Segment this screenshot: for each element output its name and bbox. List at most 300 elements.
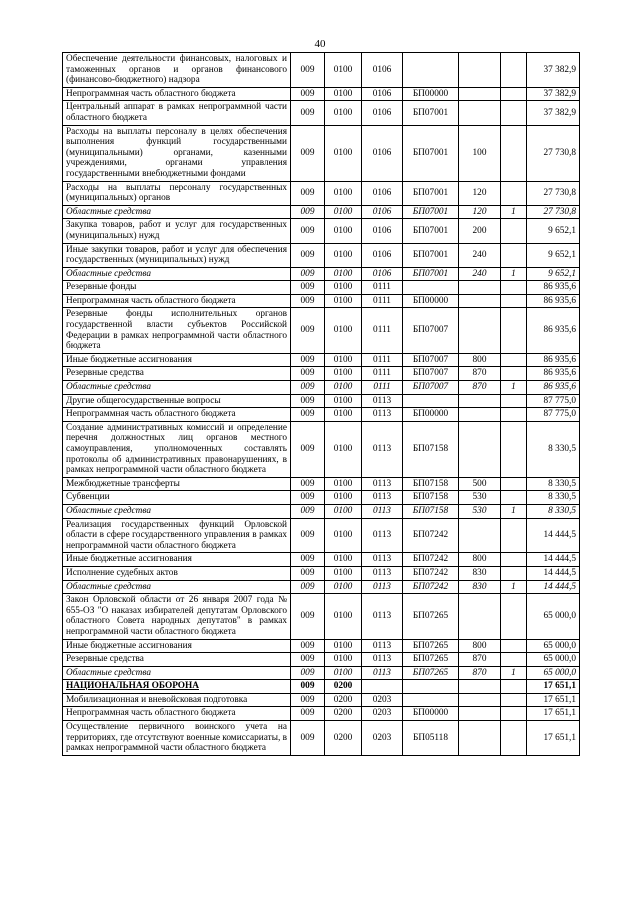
cell-pr: 0111	[362, 281, 403, 295]
cell-csr	[403, 680, 459, 694]
cell-name: Резервные средства	[63, 653, 291, 667]
cell-ved: 009	[291, 181, 325, 205]
cell-src	[501, 491, 527, 505]
cell-name: Непрограммная часть областного бюджета	[63, 408, 291, 422]
cell-ved: 009	[291, 125, 325, 181]
cell-rz: 0100	[325, 666, 362, 680]
cell-sum: 65 000,0	[527, 653, 580, 667]
cell-pr: 0113	[362, 394, 403, 408]
cell-ved: 009	[291, 491, 325, 505]
cell-sum: 65 000,0	[527, 666, 580, 680]
table-row	[63, 721, 580, 756]
cell-vr	[459, 101, 501, 125]
table-row	[63, 87, 580, 101]
cell-name: Иные бюджетные ассигнования	[63, 553, 291, 567]
cell-sum: 8 330,5	[527, 421, 580, 477]
cell-src	[501, 53, 527, 88]
cell-vr: 120	[459, 205, 501, 219]
cell-sum: 86 935,6	[527, 294, 580, 308]
cell-src	[501, 294, 527, 308]
cell-pr: 0113	[362, 518, 403, 553]
cell-name: Расходы на выплаты персоналу в целях обеспечения выполнения функций государственными (муниципальными) органами, казенными учреждениями, органами управления государственными внебюджетными фондами	[63, 125, 291, 181]
cell-sum: 86 935,6	[527, 281, 580, 295]
cell-csr: БП07265	[403, 639, 459, 653]
cell-sum: 14 444,5	[527, 566, 580, 580]
cell-pr: 0106	[362, 205, 403, 219]
cell-src	[501, 477, 527, 491]
cell-ved: 009	[291, 353, 325, 367]
cell-src	[501, 421, 527, 477]
cell-rz: 0100	[325, 308, 362, 353]
table-row	[63, 421, 580, 477]
table-row	[63, 308, 580, 353]
cell-csr: БП05118	[403, 721, 459, 756]
cell-vr	[459, 281, 501, 295]
cell-src	[501, 353, 527, 367]
cell-csr: БП07001	[403, 243, 459, 267]
cell-src	[501, 553, 527, 567]
cell-ved: 009	[291, 518, 325, 553]
table-row	[63, 267, 580, 281]
cell-pr: 0113	[362, 491, 403, 505]
cell-pr: 0203	[362, 721, 403, 756]
cell-rz: 0100	[325, 243, 362, 267]
cell-name: Областные средства	[63, 267, 291, 281]
cell-vr	[459, 408, 501, 422]
table-row	[63, 381, 580, 395]
cell-vr: 240	[459, 267, 501, 281]
cell-ved: 009	[291, 243, 325, 267]
cell-name: Расходы на выплаты персоналу государственных (муниципальных) органов	[63, 181, 291, 205]
cell-vr: 800	[459, 639, 501, 653]
cell-rz: 0100	[325, 594, 362, 639]
cell-ved: 009	[291, 87, 325, 101]
cell-name: Другие общегосударственные вопросы	[63, 394, 291, 408]
cell-rz: 0100	[325, 491, 362, 505]
cell-csr: БП00000	[403, 87, 459, 101]
cell-csr: БП07242	[403, 518, 459, 553]
cell-pr: 0111	[362, 308, 403, 353]
cell-sum: 37 382,9	[527, 87, 580, 101]
table-row	[63, 353, 580, 367]
cell-name: Межбюджетные трансферты	[63, 477, 291, 491]
cell-vr: 100	[459, 125, 501, 181]
cell-name: Обеспечение деятельности финансовых, налоговых и таможенных органов и органов финансового (финансово-бюджетного) надзора	[63, 53, 291, 88]
table-row	[63, 205, 580, 219]
cell-src	[501, 594, 527, 639]
cell-rz: 0100	[325, 381, 362, 395]
cell-pr: 0111	[362, 294, 403, 308]
cell-rz: 0200	[325, 693, 362, 707]
cell-sum: 27 730,8	[527, 181, 580, 205]
cell-name: Резервные средства	[63, 367, 291, 381]
cell-csr: БП07242	[403, 553, 459, 567]
cell-sum: 37 382,9	[527, 53, 580, 88]
table-row	[63, 653, 580, 667]
cell-pr: 0113	[362, 477, 403, 491]
cell-ved: 009	[291, 680, 325, 694]
cell-src	[501, 639, 527, 653]
cell-name: Закон Орловской области от 26 января 2007 года № 655-ОЗ "О наказах избирателей депутатам Орловского областного Совета народных депутатов" в рамках непрограммной части областного бюджета	[63, 594, 291, 639]
cell-csr: БП07265	[403, 666, 459, 680]
cell-sum: 8 330,5	[527, 491, 580, 505]
cell-ved: 009	[291, 281, 325, 295]
cell-name: Резервные фонды исполнительных органов государственной власти субъектов Российской Федерации в рамках непрограммной части областного бюджета	[63, 308, 291, 353]
cell-name: Иные бюджетные ассигнования	[63, 353, 291, 367]
cell-name: Создание административных комиссий и определение перечня должностных лиц органов местного самоуправления, уполномоченных составлять протоколы об административных правонарушениях, в рамках непрограммной части областного бюджета	[63, 421, 291, 477]
cell-name: Областные средства	[63, 504, 291, 518]
cell-name: Реализация государственных функций Орловской области в сфере государственного управления в рамках непрограммной части областного бюджета	[63, 518, 291, 553]
cell-name: Мобилизационная и вневойсковая подготовка	[63, 693, 291, 707]
table-row	[63, 639, 580, 653]
cell-csr: БП07242	[403, 580, 459, 594]
cell-vr	[459, 53, 501, 88]
cell-sum: 9 652,1	[527, 267, 580, 281]
cell-vr: 800	[459, 353, 501, 367]
cell-vr	[459, 594, 501, 639]
cell-rz: 0100	[325, 421, 362, 477]
cell-ved: 009	[291, 666, 325, 680]
cell-src	[501, 408, 527, 422]
cell-vr: 530	[459, 491, 501, 505]
table-row	[63, 53, 580, 88]
table-row	[63, 553, 580, 567]
cell-src: 1	[501, 381, 527, 395]
cell-rz: 0100	[325, 504, 362, 518]
cell-ved: 009	[291, 205, 325, 219]
cell-csr: БП07007	[403, 381, 459, 395]
cell-csr	[403, 693, 459, 707]
cell-sum: 86 935,6	[527, 381, 580, 395]
cell-ved: 009	[291, 308, 325, 353]
cell-src: 1	[501, 205, 527, 219]
cell-ved: 009	[291, 707, 325, 721]
cell-ved: 009	[291, 639, 325, 653]
cell-csr: БП07265	[403, 653, 459, 667]
cell-rz: 0100	[325, 553, 362, 567]
cell-vr	[459, 394, 501, 408]
cell-csr: БП07265	[403, 594, 459, 639]
cell-vr	[459, 707, 501, 721]
cell-vr: 500	[459, 477, 501, 491]
cell-src	[501, 281, 527, 295]
cell-pr: 0113	[362, 666, 403, 680]
cell-rz: 0100	[325, 394, 362, 408]
cell-ved: 009	[291, 580, 325, 594]
cell-sum: 37 382,9	[527, 101, 580, 125]
cell-csr: БП00000	[403, 408, 459, 422]
cell-name: Субвенции	[63, 491, 291, 505]
cell-vr	[459, 308, 501, 353]
cell-ved: 009	[291, 477, 325, 491]
cell-src	[501, 243, 527, 267]
cell-ved: 009	[291, 53, 325, 88]
cell-name: Исполнение судебных актов	[63, 566, 291, 580]
cell-vr: 800	[459, 553, 501, 567]
cell-ved: 009	[291, 381, 325, 395]
cell-sum: 27 730,8	[527, 205, 580, 219]
cell-csr	[403, 53, 459, 88]
cell-name: Иные бюджетные ассигнования	[63, 639, 291, 653]
cell-sum: 17 651,1	[527, 707, 580, 721]
table-row	[63, 491, 580, 505]
cell-src	[501, 693, 527, 707]
cell-pr: 0106	[362, 219, 403, 243]
cell-rz: 0100	[325, 101, 362, 125]
cell-ved: 009	[291, 553, 325, 567]
table-row	[63, 125, 580, 181]
cell-src	[501, 394, 527, 408]
cell-ved: 009	[291, 294, 325, 308]
cell-pr: 0106	[362, 87, 403, 101]
cell-csr: БП07158	[403, 504, 459, 518]
cell-pr: 0111	[362, 367, 403, 381]
cell-name: Непрограммная часть областного бюджета	[63, 294, 291, 308]
cell-src	[501, 518, 527, 553]
cell-src	[501, 367, 527, 381]
cell-rz: 0100	[325, 477, 362, 491]
cell-rz: 0100	[325, 267, 362, 281]
cell-src	[501, 101, 527, 125]
cell-src	[501, 181, 527, 205]
cell-ved: 009	[291, 367, 325, 381]
page-number: 40	[314, 38, 326, 50]
cell-ved: 009	[291, 219, 325, 243]
cell-rz: 0100	[325, 294, 362, 308]
cell-csr: БП00000	[403, 707, 459, 721]
cell-csr: БП07001	[403, 125, 459, 181]
cell-csr: БП07007	[403, 367, 459, 381]
cell-sum: 65 000,0	[527, 639, 580, 653]
table-row	[63, 680, 580, 694]
cell-rz: 0100	[325, 181, 362, 205]
cell-rz: 0100	[325, 639, 362, 653]
cell-name: Закупка товаров, работ и услуг для государственных (муниципальных) нужд	[63, 219, 291, 243]
cell-csr: БП07158	[403, 421, 459, 477]
cell-src: 1	[501, 504, 527, 518]
cell-ved: 009	[291, 594, 325, 639]
cell-vr	[459, 721, 501, 756]
cell-vr: 200	[459, 219, 501, 243]
cell-csr: БП07001	[403, 205, 459, 219]
cell-vr: 870	[459, 381, 501, 395]
cell-vr	[459, 680, 501, 694]
cell-src	[501, 219, 527, 243]
table-row	[63, 243, 580, 267]
cell-sum: 17 651,1	[527, 693, 580, 707]
cell-name: Областные средства	[63, 381, 291, 395]
cell-name: Центральный аппарат в рамках непрограммной части областного бюджета	[63, 101, 291, 125]
cell-ved: 009	[291, 408, 325, 422]
cell-pr: 0111	[362, 381, 403, 395]
cell-csr: БП07001	[403, 101, 459, 125]
cell-pr: 0106	[362, 53, 403, 88]
cell-rz: 0200	[325, 721, 362, 756]
cell-sum: 9 652,1	[527, 219, 580, 243]
cell-vr: 240	[459, 243, 501, 267]
cell-rz: 0100	[325, 125, 362, 181]
cell-sum: 9 652,1	[527, 243, 580, 267]
cell-pr: 0113	[362, 421, 403, 477]
cell-vr: 830	[459, 580, 501, 594]
cell-sum: 27 730,8	[527, 125, 580, 181]
cell-src	[501, 87, 527, 101]
cell-csr: БП07001	[403, 181, 459, 205]
table-row	[63, 666, 580, 680]
cell-name: Областные средства	[63, 666, 291, 680]
cell-rz: 0100	[325, 53, 362, 88]
cell-pr: 0113	[362, 653, 403, 667]
cell-rz: 0100	[325, 87, 362, 101]
table-row	[63, 707, 580, 721]
table-body	[63, 53, 580, 756]
cell-csr: БП07242	[403, 566, 459, 580]
cell-rz: 0100	[325, 518, 362, 553]
cell-vr	[459, 294, 501, 308]
cell-pr: 0113	[362, 408, 403, 422]
cell-vr: 530	[459, 504, 501, 518]
cell-rz: 0100	[325, 353, 362, 367]
cell-vr: 870	[459, 666, 501, 680]
table-row	[63, 477, 580, 491]
cell-sum: 17 651,1	[527, 721, 580, 756]
cell-sum: 87 775,0	[527, 394, 580, 408]
cell-sum: 8 330,5	[527, 477, 580, 491]
cell-csr: БП07158	[403, 491, 459, 505]
cell-ved: 009	[291, 394, 325, 408]
table-row	[63, 101, 580, 125]
table-row	[63, 367, 580, 381]
cell-src: 1	[501, 666, 527, 680]
cell-pr: 0111	[362, 353, 403, 367]
cell-pr: 0203	[362, 707, 403, 721]
cell-rz: 0100	[325, 653, 362, 667]
cell-vr	[459, 693, 501, 707]
cell-ved: 009	[291, 101, 325, 125]
cell-pr: 0106	[362, 267, 403, 281]
cell-csr: БП07158	[403, 477, 459, 491]
cell-sum: 86 935,6	[527, 353, 580, 367]
cell-rz: 0100	[325, 408, 362, 422]
cell-src	[501, 308, 527, 353]
cell-src: 1	[501, 580, 527, 594]
cell-pr: 0113	[362, 566, 403, 580]
cell-name: Осуществление первичного воинского учета на территориях, где отсутствуют военные комиссариаты, в рамках непрограммной части областного бюджета	[63, 721, 291, 756]
cell-vr	[459, 518, 501, 553]
table-row	[63, 219, 580, 243]
cell-vr	[459, 87, 501, 101]
cell-vr: 870	[459, 653, 501, 667]
cell-vr: 830	[459, 566, 501, 580]
cell-csr	[403, 394, 459, 408]
cell-name: Областные средства	[63, 580, 291, 594]
cell-rz: 0100	[325, 367, 362, 381]
cell-rz: 0100	[325, 219, 362, 243]
cell-csr: БП07001	[403, 267, 459, 281]
cell-rz: 0200	[325, 707, 362, 721]
cell-sum: 86 935,6	[527, 367, 580, 381]
cell-sum: 8 330,5	[527, 504, 580, 518]
cell-name: Непрограммная часть областного бюджета	[63, 87, 291, 101]
cell-sum: 65 000,0	[527, 594, 580, 639]
table-row	[63, 394, 580, 408]
cell-src	[501, 721, 527, 756]
cell-pr: 0203	[362, 693, 403, 707]
cell-ved: 009	[291, 721, 325, 756]
cell-rz: 0100	[325, 566, 362, 580]
cell-pr: 0113	[362, 580, 403, 594]
cell-sum: 87 775,0	[527, 408, 580, 422]
cell-pr: 0113	[362, 639, 403, 653]
table-row	[63, 580, 580, 594]
cell-src	[501, 680, 527, 694]
cell-sum: 17 651,1	[527, 680, 580, 694]
cell-pr: 0113	[362, 594, 403, 639]
cell-pr: 0106	[362, 181, 403, 205]
cell-ved: 009	[291, 693, 325, 707]
cell-ved: 009	[291, 566, 325, 580]
table-row	[63, 181, 580, 205]
table-row	[63, 504, 580, 518]
cell-ved: 009	[291, 653, 325, 667]
cell-pr: 0106	[362, 101, 403, 125]
cell-sum: 14 444,5	[527, 518, 580, 553]
table-row	[63, 693, 580, 707]
cell-src	[501, 566, 527, 580]
cell-pr: 0106	[362, 243, 403, 267]
cell-name: НАЦИОНАЛЬНАЯ ОБОРОНА	[63, 680, 291, 694]
cell-name: Резервные фонды	[63, 281, 291, 295]
table-row	[63, 281, 580, 295]
cell-sum: 14 444,5	[527, 580, 580, 594]
table-row	[63, 594, 580, 639]
cell-ved: 009	[291, 504, 325, 518]
cell-name: Иные закупки товаров, работ и услуг для обеспечения государственных (муниципальных) нужд	[63, 243, 291, 267]
cell-ved: 009	[291, 267, 325, 281]
table-row	[63, 294, 580, 308]
cell-ved: 009	[291, 421, 325, 477]
cell-src: 1	[501, 267, 527, 281]
cell-rz: 0100	[325, 205, 362, 219]
cell-vr: 870	[459, 367, 501, 381]
cell-rz: 0100	[325, 580, 362, 594]
cell-name: Непрограммная часть областного бюджета	[63, 707, 291, 721]
cell-pr	[362, 680, 403, 694]
table-row	[63, 518, 580, 553]
cell-sum: 14 444,5	[527, 553, 580, 567]
cell-csr: БП07001	[403, 219, 459, 243]
cell-name: Областные средства	[63, 205, 291, 219]
cell-sum: 86 935,6	[527, 308, 580, 353]
cell-vr	[459, 421, 501, 477]
table-row	[63, 408, 580, 422]
cell-csr: БП00000	[403, 294, 459, 308]
cell-pr: 0106	[362, 125, 403, 181]
cell-src	[501, 653, 527, 667]
cell-rz: 0200	[325, 680, 362, 694]
cell-src	[501, 125, 527, 181]
cell-pr: 0113	[362, 553, 403, 567]
budget-table	[62, 52, 580, 756]
cell-rz: 0100	[325, 281, 362, 295]
cell-vr: 120	[459, 181, 501, 205]
table-row	[63, 566, 580, 580]
cell-pr: 0113	[362, 504, 403, 518]
cell-csr: БП07007	[403, 353, 459, 367]
cell-csr	[403, 281, 459, 295]
cell-src	[501, 707, 527, 721]
cell-csr: БП07007	[403, 308, 459, 353]
